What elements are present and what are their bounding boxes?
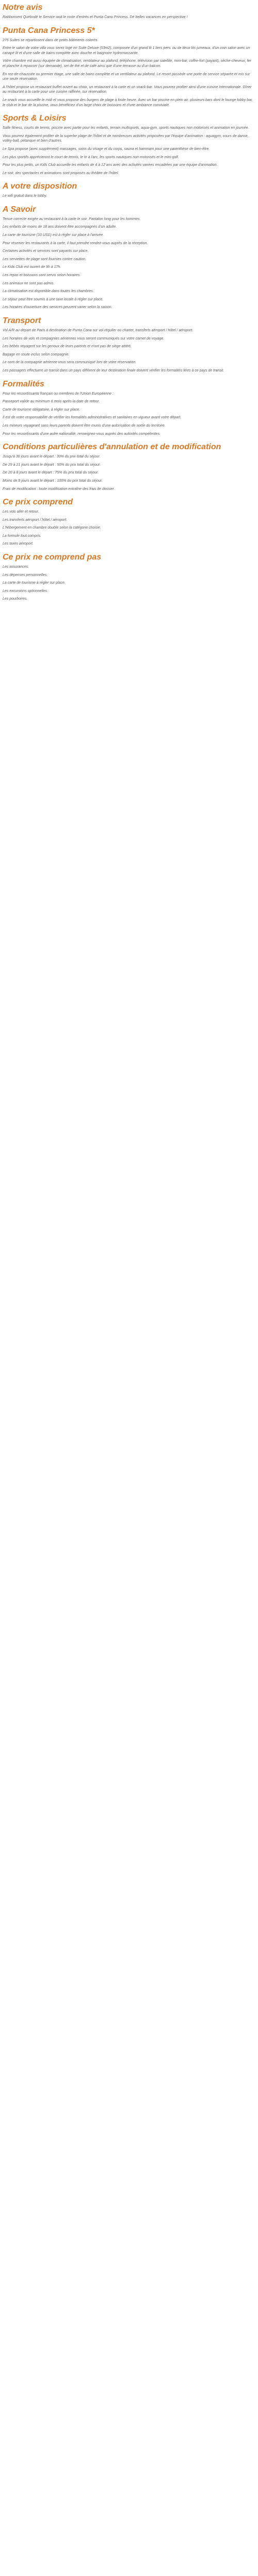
section-text: Frais de modification : toute modification entraîne des frais de dossier. [3,487,115,491]
section-text: Il est de votre responsabilité de vérifier les formalités administratives et sanitaires en vigueur avant votre départ. [3,416,182,420]
section-text: Le Spa propose (avec supplément) massages, soins du visage et du corps, sauna et hammam pour une parenthèse de bien-être. [3,147,210,151]
section-text: Les horaires d'ouverture des services peuvent varier selon la saison. [3,306,112,310]
section-text: Les enfants de moins de 18 ans doivent être accompagnés d'un adulte. [3,225,117,229]
section-text: Pour les ressortissants d'une autre nationalité, renseignez-vous auprès des autorités compétentes. [3,432,161,436]
section-notre-avis [3,3,253,20]
section-text: L'hébergement en chambre double selon la catégorie choisie. [3,526,101,530]
section-conditions-annulation [3,443,253,492]
section-text: Bagage en soute inclus selon compagnie. [3,352,70,357]
section-text: Jusqu'à 30 jours avant le départ : 30% du prix total du séjour. [3,455,101,459]
section-text: Carte de tourisme obligatoire, à régler sur place. [3,408,80,412]
section-text: Pour réserver les restaurants à la carte, il faut prendre rendez-vous auprès de la réception. [3,241,148,245]
section-text: Le soir, des spectacles et animations sont proposés au théâtre de l'hôtel. [3,171,119,175]
section-text: La formule tout compris. [3,534,42,538]
section-heading: Conditions particulières d'annulation et de modification [3,443,221,452]
section-text: Les transferts aéroport / hôtel / aéroport. [3,518,68,522]
section-text: Rabbonsent Québodé le Service woit le roste d'entrés et Punta Cano Princess. Dé belles vacances en perspective ! [3,15,188,19]
section-text: Le snack vous accueille le midi et vous propose des burgers de plage à toute heure. Avec un bar piscine en plein air, plusieurs bars dont le lounge lobby bar, le club et le bar de la piscine, vous bénéficiez d'un large choix de boissons et d'une ambiance conviviale. [3,98,253,107]
section-heading: Punta Cana Princess 5* [3,26,95,35]
section-heading: Formalités [3,379,44,388]
section-text: Pour les ressortissants français ou membres de l'Union Européenne : [3,392,114,396]
section-text: Les taxes aéroport. [3,542,34,546]
section-prix-comprend [3,498,253,547]
section-text: A l'hôtel propose un restaurant buffet ouvert au choix, un restaurant à la carte et un snack-bar. Vous pourrez profiter ainsi d'une cuisine internationale. Dîner au restaurant à la carte pour une cuisine raffinée, sur réservation. [3,85,252,94]
section-text: Les vols aller et retour. [3,510,39,514]
section-transport [3,316,253,374]
section-sports-loisirs [3,114,253,176]
section-text: Vol A/R au départ de Paris à destination de Punta Cana sur vol régulier ou charter, transferts aéroport / hôtel / aéroport. [3,329,194,332]
section-heading: Notre avis [3,3,43,12]
section-text: La climatisation est disponible dans toutes les chambres. [3,290,94,294]
section-text: De 29 à 21 jours avant le départ : 50% du prix total du séjour. [3,463,101,467]
section-text: Les plus sportifs apprécieront le court de tennis, le tir à l'arc, les sports nautiques non motorisés et le mini-golf. [3,155,179,159]
section-text: Passeport valide au minimum 6 mois après la date de retour. [3,400,100,404]
section-text: Salle fitness, courts de tennis, piscine avec partie pour les enfants, terrain multisports, aqua-gym, sports nautiques non motorisés et animation en journée. [3,126,249,130]
section-a-savoir [3,205,253,310]
section-text: Tenue correcte exigée au restaurant à la carte le soir. Pantalon long pour les hommes. [3,217,141,221]
section-hotel [3,26,253,108]
section-prix-ne-comprend-pas [3,553,253,602]
section-text: Moins de 8 jours avant le départ : 100% du prix total du séjour. [3,479,103,483]
section-text: Le nom de la compagnie aérienne vous sera communiqué lors de votre réservation. [3,361,137,365]
section-text: Le wifi gratuit dans le lobby. [3,194,47,198]
section-text: La carte de tourisme (10 USD) est à régler sur place à l'arrivée. [3,233,104,238]
section-text: 275 Suites se répartissent dans de petits bâtiments colorés. [3,38,99,42]
section-text: Les serviettes de plage sont fournies contre caution. [3,257,86,261]
section-heading: A Savoir [3,205,36,214]
section-heading: Ce prix comprend [3,498,73,507]
section-text: De 20 à 8 jours avant le départ : 75% du prix total du séjour. [3,471,99,475]
section-text: En rez-de-chaussée ou premier étage, une salle de bains complète et un ventilateur au plafond. Le resort possède une porte de service séparée et mis sur une seule réservation. [3,72,250,81]
section-text: Les passagers effectuent un transit dans un pays différent de leur destination finale doivent vérifier les formalités liées à ce pays de transit. [3,368,224,372]
section-text: La carte de tourisme à régler sur place. [3,581,66,585]
section-text: Entre le salon de votre villa vous serez logé en Suite Deluxe (53m2), composée d'un grand lit 1 tiers pers. ou de deux lits jumeaux, d'un coin salon avec un canapé lit et d'une salle de bains complète avec douche et baignoire hydromassante. [3,46,250,55]
section-text: Pour les plus petits, un Kids Club accueille les enfants de 4 à 12 ans avec des activités variées encadrées par une équipe d'animation. [3,163,218,167]
section-text: Votre chambre est aussi équipée de climatisation, ventilateur au plafond, téléphone, télévision par satellite, mini-bar, coffre-fort (payant), sèche-cheveux, fer et planche à repasser (sur demande), set de thé et de café ainsi que d'une terrasse ou d'un balcon. [3,59,251,68]
section-heading: Transport [3,316,41,325]
section-text: Les mineurs voyageant sans leurs parents doivent être munis d'une autorisation de sortie du territoire. [3,423,166,428]
section-heading: A votre disposition [3,182,77,191]
section-text: Les excursions optionnelles. [3,589,48,593]
section-heading: Ce prix ne comprend pas [3,553,102,562]
section-text: Les dépenses personnelles. [3,573,48,577]
section-text: Vous pourrez également profiter de la superbe plage de l'hôtel et de nombreuses activités proposées par l'équipe d'animation : aquagym, cours de danse, volley-ball, pétanque et bien d'autres. [3,134,249,143]
section-heading: Sports & Loisirs [3,114,67,123]
section-text: Le Kids Club est ouvert de 9h à 17h. [3,265,61,269]
section-text: Les pourboires. [3,597,28,601]
section-text: Les repas et boissons sont servis selon horaires. [3,274,81,278]
section-text: Les horaires de vols et compagnies aériennes vous seront communiqués sur votre carnet de voyage. [3,336,165,341]
section-text: Les bébés voyagent sur les genoux de leurs parents et n'ont pas de siège attitré. [3,345,132,349]
section-disposition [3,182,253,199]
section-formalites [3,380,253,437]
section-text: Les animaux ne sont pas admis. [3,281,55,285]
section-text: Certaines activités et services sont payants sur place. [3,249,89,253]
section-text: Le séjour peut être soumis à une taxe locale à régler sur place. [3,297,104,301]
section-text: Les assurances. [3,565,29,569]
